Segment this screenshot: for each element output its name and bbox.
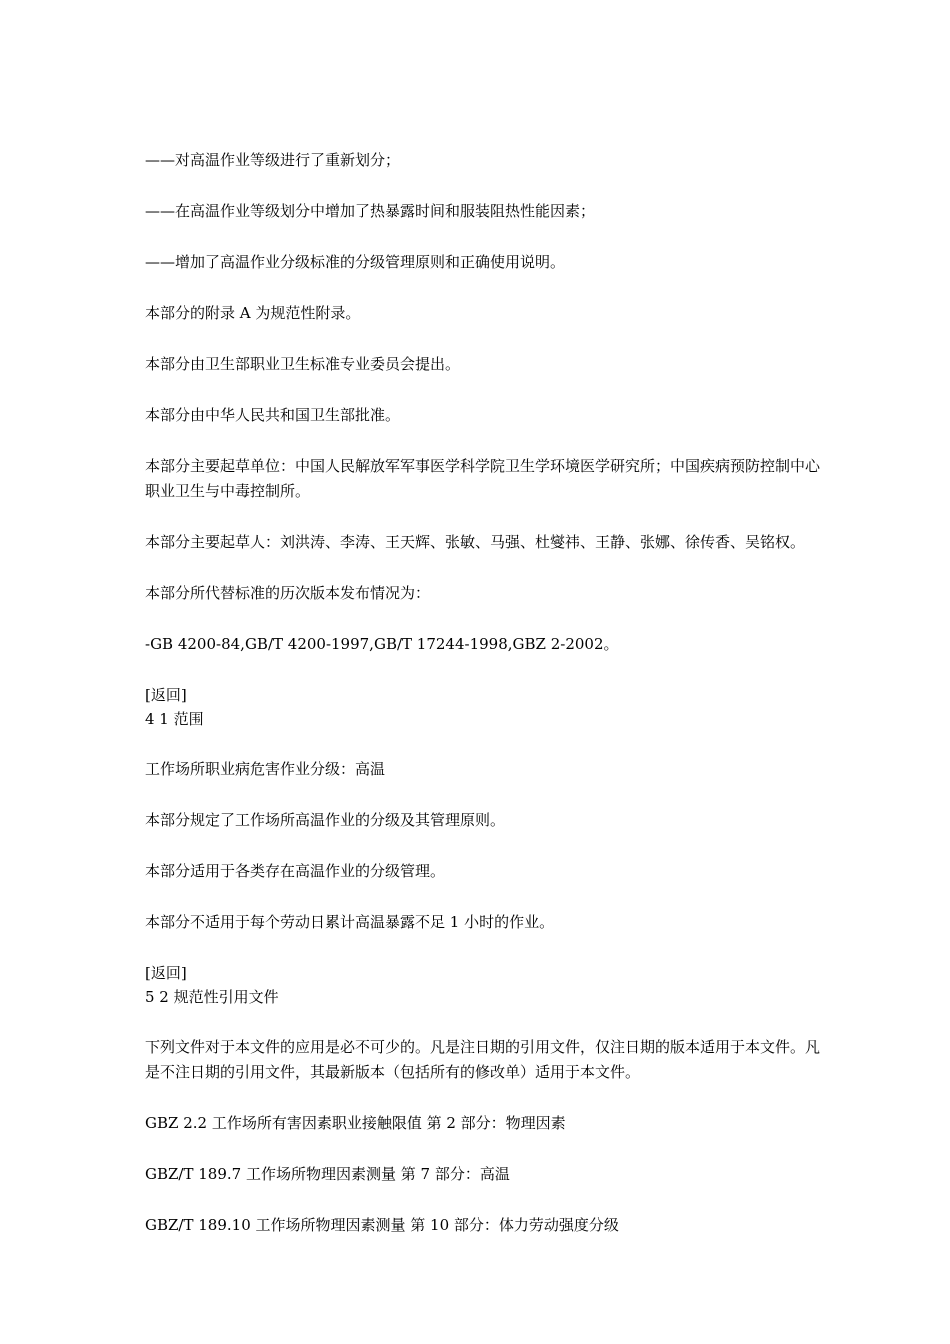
change-item-3: ——增加了高温作业分级标准的分级管理原则和正确使用说明。 (145, 253, 566, 271)
version-history: -GB 4200-84,GB/T 4200-1997,GB/T 17244-1998,GBZ 2-2002。 (145, 635, 619, 653)
reference-item: GBZ 2.2 工作场所有害因素职业接触限值 第 2 部分：物理因素 (145, 1114, 566, 1132)
drafters: 本部分主要起草人：刘洪涛、李涛、王天辉、张敏、马强、杜燮祎、王静、张娜、徐传香、吴铭权。 (145, 533, 806, 551)
section-heading-scope: 4 1 范围 (145, 710, 204, 728)
section-1-header (145, 683, 820, 731)
version-history-intro: 本部分所代替标准的历次版本发布情况为： (145, 584, 431, 602)
change-item-2: ——在高温作业等级划分中增加了热暴露时间和服装阻热性能因素； (145, 202, 596, 220)
scope-paragraph: 本部分规定了工作场所高温作业的分级及其管理原则。 (145, 811, 506, 829)
back-link[interactable]: [返回] (145, 686, 187, 704)
reference-item: GBZ/T 189.7 工作场所物理因素测量 第 7 部分：高温 (145, 1165, 510, 1183)
references-intro: 下列文件对于本文件的应用是必不可少的。凡是注日期的引用文件，仅注日期的版本适用于本文件。凡是不注日期的引用文件，其最新版本（包括所有的修改单）适用于本文件。 (145, 1038, 821, 1081)
change-item-1: ——对高温作业等级进行了重新划分； (145, 151, 401, 169)
drafting-units: 本部分主要起草单位：中国人民解放军军事医学科学院卫生学环境医学研究所；中国疾病预防控制中心职业卫生与中毒控制所。 (145, 457, 821, 500)
section-2-header (145, 961, 820, 1009)
appendix-note: 本部分的附录 A 为规范性附录。 (145, 304, 361, 322)
scope-title: 工作场所职业病危害作业分级：高温 (145, 760, 386, 778)
back-link[interactable]: [返回] (145, 964, 187, 982)
section-heading-normative-references: 5 2 规范性引用文件 (145, 988, 279, 1006)
approver-note: 本部分由中华人民共和国卫生部批准。 (145, 406, 401, 424)
reference-item: GBZ/T 189.10 工作场所物理因素测量 第 10 部分：体力劳动强度分级 (145, 1216, 619, 1234)
proposer-note: 本部分由卫生部职业卫生标准专业委员会提出。 (145, 355, 461, 373)
scope-paragraph: 本部分不适用于每个劳动日累计高温暴露不足 1 小时的作业。 (145, 913, 555, 931)
document-page (145, 148, 820, 1264)
scope-paragraph: 本部分适用于各类存在高温作业的分级管理。 (145, 862, 446, 880)
